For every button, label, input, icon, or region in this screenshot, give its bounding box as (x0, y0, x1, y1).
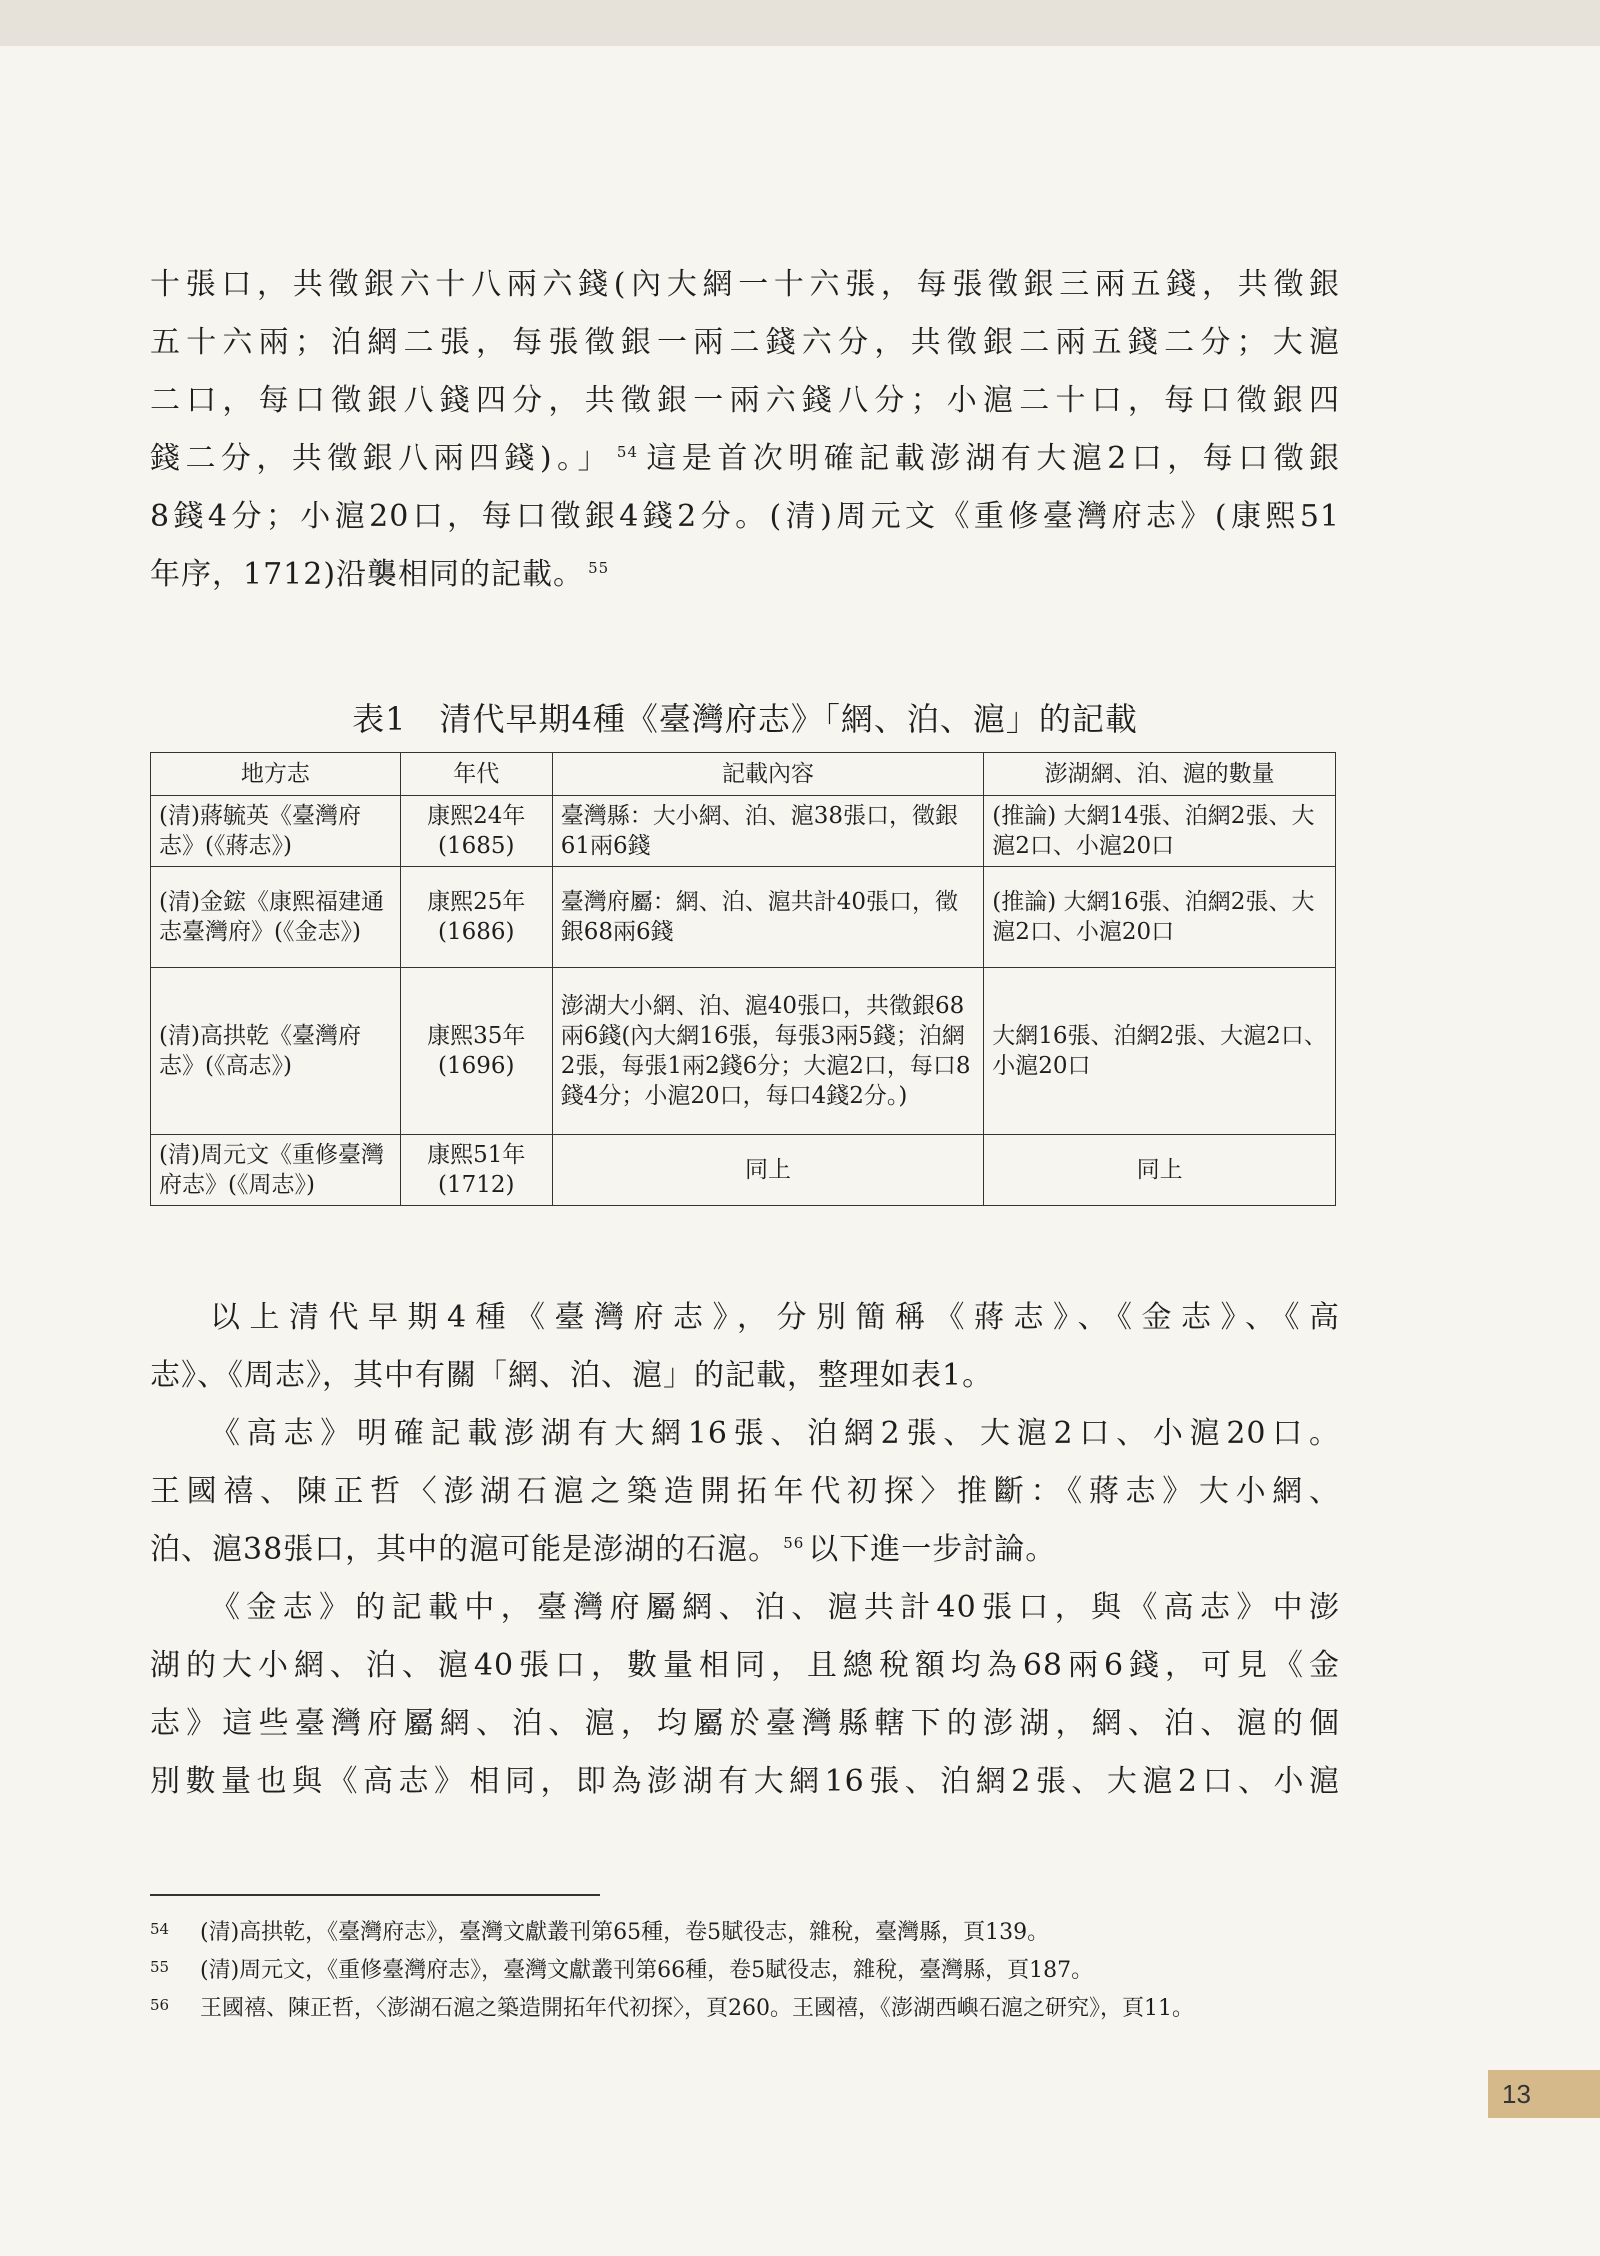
text-line (150, 546, 1340, 604)
cell-era (400, 867, 552, 968)
footnote-number: 54 (150, 1920, 170, 1938)
footnote-ref-55[interactable]: 55 (588, 559, 610, 577)
year-text: (1696) (438, 1053, 515, 1079)
text-line: 志》這些臺灣府屬網、泊、滬，均屬於臺灣縣轄下的澎湖，網、泊、滬的個 (150, 1706, 1340, 1741)
era-text: 康熙24年 (427, 803, 526, 829)
text-segment: 泊、滬38張口，其中的滬可能是澎湖的石滬。 (150, 1532, 780, 1567)
text-line: 《金志》的記載中，臺灣府屬網、泊、滬共計40張口，與《高志》中澎 (210, 1590, 1340, 1625)
top-paragraph (150, 256, 1340, 604)
footnote-56 (150, 1992, 1340, 2026)
cell-quantity: (推論) 大網14張、泊網2張、大滬2口、小滬20口 (984, 796, 1336, 867)
text-segment: 以下進一步討論。 (808, 1532, 1057, 1567)
body-text (150, 1289, 1340, 1811)
cell-source: (清)高拱乾《臺灣府志》(《高志》) (151, 968, 401, 1135)
cell-quantity: (推論) 大網16張、泊網2張、大滬2口、小滬20口 (984, 867, 1336, 968)
text-segment: 年序，1712)沿襲相同的記載。 (150, 557, 585, 592)
scan-top-band (0, 0, 1600, 46)
footnote-text: (清)高拱乾，《臺灣府志》，臺灣文獻叢刊第65種，卷5賦役志，雜稅，臺灣縣，頁139。 (200, 1920, 1050, 1945)
text-line: 五十六兩；泊網二張，每張徵銀一兩二錢六分，共徵銀二兩五錢二分；大滬 (150, 325, 1340, 360)
era-text: 康熙35年 (427, 1023, 526, 1049)
text-line: 志》、《周志》，其中有關「網、泊、滬」的記載，整理如表1。 (150, 1358, 994, 1393)
text-segment: 這是首次明確記載澎湖有大滬2口，每口徵銀 (642, 441, 1340, 476)
table-row (151, 968, 1336, 1135)
header-content: 記載內容 (552, 753, 984, 796)
cell-era (400, 796, 552, 867)
text-line (150, 430, 1340, 488)
footnote-ref-54[interactable]: 54 (616, 443, 639, 461)
text-segment: 錢二分，共徵銀八兩四錢)。」 (150, 441, 613, 476)
table-row (151, 867, 1336, 968)
header-era: 年代 (400, 753, 552, 796)
cell-quantity: 大網16張、泊網2張、大滬2口、小滬20口 (984, 968, 1336, 1135)
cell-source: (清)金鋐《康熙福建通志臺灣府》(《金志》) (151, 867, 401, 968)
page-number: 13 (1488, 2070, 1600, 2118)
era-text: 康熙25年 (427, 889, 526, 915)
cell-content: 同上 (552, 1135, 984, 1206)
footnote-text: (清)周元文，《重修臺灣府志》，臺灣文獻叢刊第66種，卷5賦役志，雜稅，臺灣縣，頁187。 (200, 1958, 1094, 1983)
cell-source: (清)蔣毓英《臺灣府志》(《蔣志》) (151, 796, 401, 867)
text-line: 別數量也與《高志》相同，即為澎湖有大網16張、泊網2張、大滬2口、小滬 (150, 1764, 1340, 1799)
footnote-number: 55 (150, 1958, 170, 1976)
year-text: (1685) (438, 833, 515, 859)
cell-content: 澎湖大小網、泊、滬40張口，共徵銀68兩6錢(內大網16張，每張3兩5錢；泊網2張，每張1兩2錢6分；大滬2口，每口8錢4分；小滬20口，每口4錢2分。) (552, 968, 984, 1135)
cell-content: 臺灣縣：大小網、泊、滬38張口，徵銀61兩6錢 (552, 796, 984, 867)
footnote-text: 王國禧、陳正哲，〈澎湖石滬之築造開拓年代初探〉，頁260。王國禧，《澎湖西嶼石滬之研究》，頁11。 (200, 1996, 1194, 2021)
header-source: 地方志 (151, 753, 401, 796)
cell-content: 臺灣府屬：網、泊、滬共計40張口，徵銀68兩6錢 (552, 867, 984, 968)
cell-era (400, 968, 552, 1135)
cell-era (400, 1135, 552, 1206)
text-line: 8錢4分；小滬20口，每口徵銀4錢2分。(清)周元文《重修臺灣府志》(康熙51 (150, 499, 1340, 534)
footnote-ref-56[interactable]: 56 (783, 1534, 805, 1552)
table-row (151, 796, 1336, 867)
text-line: 湖的大小網、泊、滬40張口，數量相同，且總稅額均為68兩6錢，可見《金 (150, 1648, 1340, 1683)
table-caption: 表1 清代早期4種《臺灣府志》「網、泊、滬」的記載 (352, 700, 1138, 738)
table-header-row (151, 753, 1336, 796)
text-line: 二口，每口徵銀八錢四分，共徵銀一兩六錢八分；小滬二十口，每口徵銀四 (150, 383, 1340, 418)
text-line: 王國禧、陳正哲〈澎湖石滬之築造開拓年代初探〉推斷：《蔣志》大小網、 (150, 1474, 1340, 1509)
records-table (150, 752, 1336, 1206)
cell-source: (清)周元文《重修臺灣府志》(《周志》) (151, 1135, 401, 1206)
header-quantity: 澎湖網、泊、滬的數量 (984, 753, 1336, 796)
era-text: 康熙51年 (427, 1142, 526, 1168)
text-line (150, 1521, 1340, 1579)
cell-quantity: 同上 (984, 1135, 1336, 1206)
year-text: (1686) (438, 919, 515, 945)
footnote-number: 56 (150, 1996, 170, 2014)
table-row (151, 1135, 1336, 1206)
footnote-divider (150, 1894, 600, 1896)
text-line: 十張口，共徵銀六十八兩六錢(內大網一十六張，每張徵銀三兩五錢，共徵銀 (150, 267, 1340, 302)
footnote-54 (150, 1916, 1340, 1950)
text-line: 以上清代早期4種《臺灣府志》，分別簡稱《蔣志》、《金志》、《高 (210, 1300, 1340, 1335)
year-text: (1712) (438, 1172, 515, 1198)
text-line: 《高志》明確記載澎湖有大網16張、泊網2張、大滬2口、小滬20口。 (210, 1416, 1340, 1451)
footnote-55 (150, 1954, 1340, 1988)
